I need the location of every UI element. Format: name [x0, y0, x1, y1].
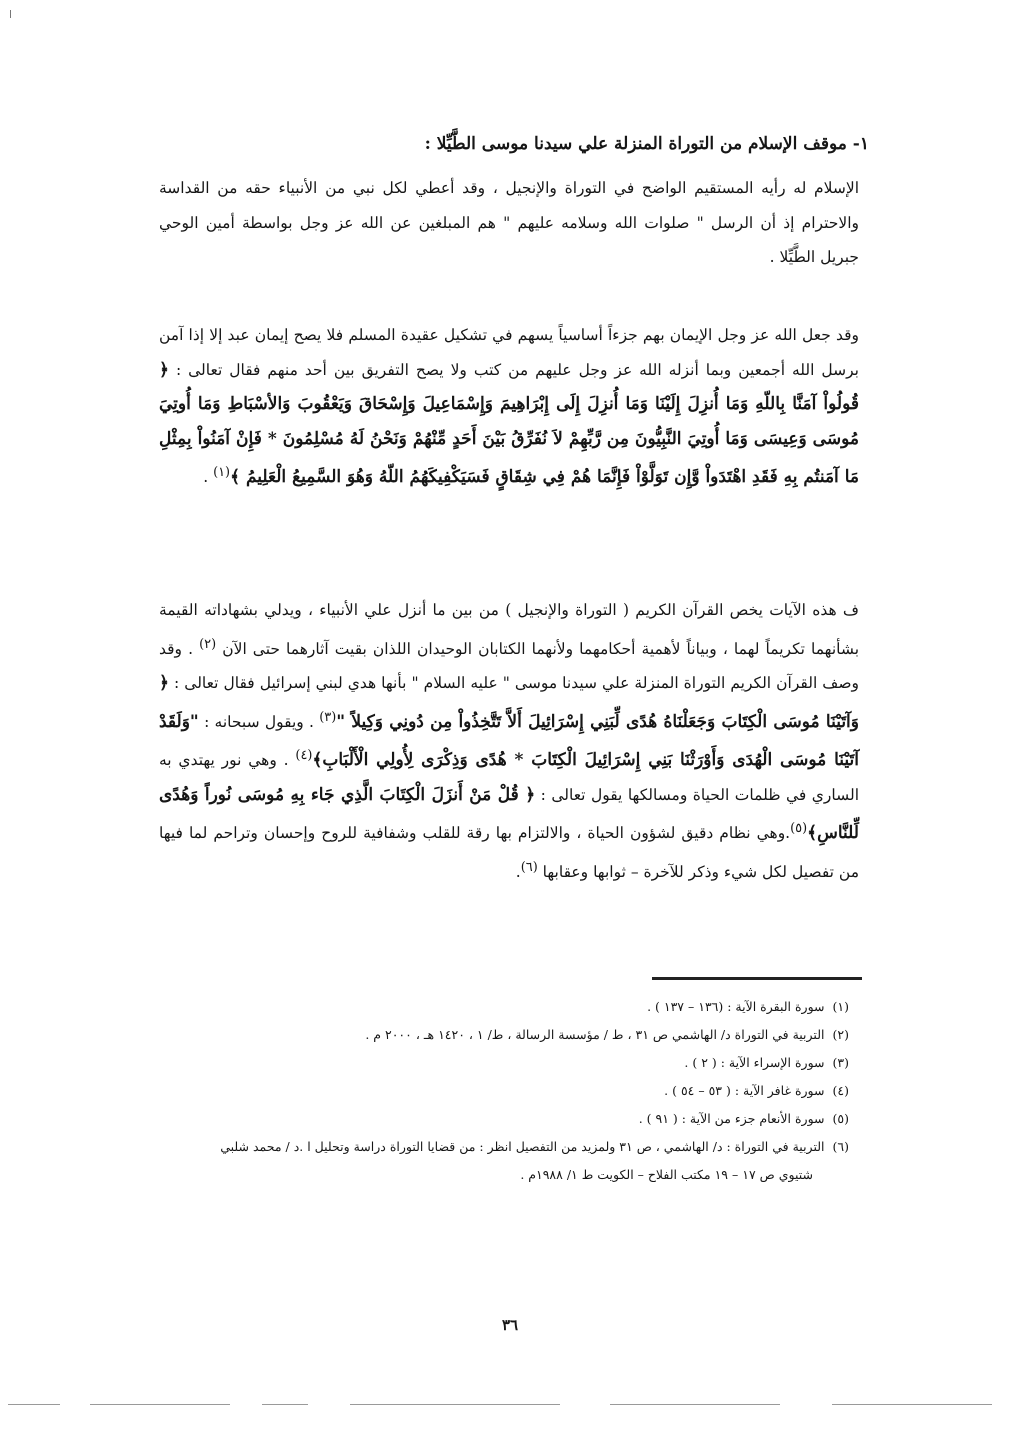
page-number: ٣٦	[501, 1316, 519, 1334]
footnote-item	[159, 1049, 849, 1077]
footnote-item	[159, 993, 849, 1021]
footnote-text: سورة الأنعام جزء من الآية : ( ٩١ ) .	[638, 1111, 825, 1126]
footnote-number: (٢)	[832, 1027, 849, 1042]
scan-corner-mark	[10, 10, 15, 18]
paragraph-torah-text-4: . وهي نور يهتدي به الساري في ظلمات الحياة ومسالكها يقول تعالى :	[159, 751, 859, 804]
paragraph-torah-text-5: .وهي نظام دقيق لشؤون الحياة ، والالتزام بها رقة للقلب وشفافية للروح وإحسان وتراحم لما فيها من تفصيل لكل شيء وذكر للآخرة – ثوابها وعقابها	[159, 824, 859, 882]
footnote-item	[159, 1077, 849, 1105]
footnote-number: (٥)	[832, 1111, 849, 1126]
paragraph-torah-text-2: . وقد وصف القرآن الكريم التوراة المنزلة علي سيدنا موسى " عليه السلام " بأنها هدي لبني إسرائيل فقال تعالى :	[159, 639, 859, 693]
footnote-continuation: شتيوي ص ١٧ – ١٩ مكتب الفلاح – الكويت ط ١/ ١٩٨٨م .	[520, 1167, 813, 1182]
section-title: موقف الإسلام من التوراة المنزلة علي سيدنا موسى الطَّيِّلا :	[424, 134, 847, 154]
scan-edge-line	[90, 1404, 230, 1405]
paragraph-torah	[159, 593, 859, 890]
paragraph-faith	[159, 318, 859, 495]
footnote-ref-3[interactable]: (٣)	[319, 709, 337, 725]
scan-edge-line	[262, 1404, 308, 1405]
quran-verse-ghafir: "وَلَقَدْ آتَيْنَا مُوسَى الْهُدَى وَأَوْرَثْنَا بَنِي إِسْرَائِيلَ الْكِتَابَ * هُدًى وَذِكْرَى لِأُولِي الْأَلْبَابِ﴾	[159, 711, 859, 771]
footnote-number: (٦)	[832, 1139, 849, 1154]
footnote-ref-1[interactable]: (١)	[213, 465, 231, 480]
quran-verse-baqarah: ﴿ قُولُواْ آمَنَّا بِاللّهِ وَمَا أُنزِلَ إِلَيْنَا وَمَا أُنزِلَ إِلَى إِبْرَاهِيمَ وَإِسْمَاعِيلَ وَإِسْحَاقَ وَيَعْقُوبَ وَالأسْبَاطِ وَمَا أُوتِيَ مُوسَى وَعِيسَى وَمَا أُوتِيَ النَّبِيُّونَ مِن رَّبِّهِمْ لاَ نُفَرِّقُ بَيْنَ أَحَدٍ مِّنْهُمْ وَنَحْنُ لَهُ مُسْلِمُونَ * فَإِنْ آمَنُواْ بِمِثْلِ مَا آمَنتُم بِهِ فَقَدِ اهْتَدَواْ وَّإِن تَوَلَّوْاْ فَإِنَّمَا هُمْ فِي شِقَاقٍ فَسَيَكْفِيكَهُمُ اللّهُ وَهُوَ السَّمِيعُ الْعَلِيمُ ﴾	[159, 359, 859, 488]
footnote-ref-5[interactable]: (٥)	[790, 821, 808, 837]
footnote-text: التربية في التوراة : د/ الهاشمي ، ص ٣١ ولمزيد من التفصيل انظر : من قضايا التوراة دراسة وتحليل ا .د / محمد شلبي	[220, 1139, 825, 1154]
footnote-number: (١)	[832, 999, 849, 1014]
footnote-number: (٤)	[832, 1083, 849, 1098]
paragraph-torah-text-1: ف هذه الآيات يخص القرآن الكريم ( التوراة والإنجيل ) من بين ما أنزل علي الأنبياء ، ويدلي بشهاداته القيمة بشأنهما تكريماً لهما ، وبياناً لأهمية أحكامهما ولأنهما الكتابان الوحيدان اللذان بقيت آثارهما حتى الآن	[159, 601, 860, 658]
footnote-separator	[652, 977, 862, 980]
section-number: ١-	[852, 134, 869, 154]
paragraph-torah-text-3: . ويقول سبحانه :	[204, 712, 314, 731]
paragraph-intro: الإسلام له رأيه المستقيم الواضح في التوراة والإنجيل ، وقد أعطي لكل نبي من الأنبياء حقه من القداسة والاحترام إذ أن الرسل " صلوات الله وسلامه عليهم " هم المبلغين عن الله عز وجل بواسطة أمين الوحي جبريل الطَّيِّلا .	[159, 179, 859, 266]
scan-edge-line	[832, 1404, 992, 1405]
scan-edge-line	[350, 1404, 560, 1405]
section-heading	[149, 126, 869, 162]
footnote-text: سورة البقرة الآية : (١٣٦ – ١٣٧ ) .	[647, 999, 825, 1014]
footnote-text: سورة غافر الآية : ( ٥٣ – ٥٤ ) .	[664, 1083, 825, 1098]
paragraph-torah-end: .	[515, 863, 521, 882]
footnote-text: التربية في التوراة د/ الهاشمي ص ٣١ ، ط / مؤسسة الرسالة ، ط/ ١ ، ١٤٢٠ هـ ، ٢٠٠٠ م .	[365, 1027, 825, 1042]
footnote-text: سورة الإسراء الآية : ( ٢ ) .	[684, 1055, 825, 1070]
footnotes	[159, 993, 849, 1189]
footnote-ref-6[interactable]: (٦)	[520, 860, 538, 876]
footnote-item	[159, 1133, 849, 1161]
footnote-ref-4[interactable]: (٤)	[295, 748, 313, 764]
paragraph-faith-text: وقد جعل الله عز وجل الإيمان بهم جزءاً أساسياً يسهم في تشكيل عقيدة المسلم فلا يصح إيمان عبد إلا إذا آمن برسل الله أجمعين وبما أنزله الله عز وجل عليهم من كتب ولا يصح التفريق بين أحد منهم فقال تعالى :	[159, 326, 859, 379]
quran-verse-isra: ﴿ وَآتَيْنَا مُوسَى الْكِتَابَ وَجَعَلْنَاهُ هُدًى لِّبَنِي إِسْرَائِيلَ أَلاَّ تَتَّخِذُواْ مِن دُونِي وَكِيلاً "	[159, 673, 859, 732]
footnote-item	[159, 1021, 849, 1049]
scan-edge-line	[8, 1404, 60, 1405]
footnote-number: (٣)	[832, 1055, 849, 1070]
quran-verse-anam: ﴿ قُلْ مَنْ أَنزَلَ الْكِتَابَ الَّذِي جَاء بِهِ مُوسَى نُوراً وَهُدًى لِّلنَّاسِ﴾	[159, 784, 859, 844]
footnote-ref-2[interactable]: (٢)	[199, 636, 217, 652]
footnote-item	[159, 1105, 849, 1133]
paragraph-faith-end: .	[203, 468, 214, 487]
scan-edge-line	[610, 1404, 780, 1405]
